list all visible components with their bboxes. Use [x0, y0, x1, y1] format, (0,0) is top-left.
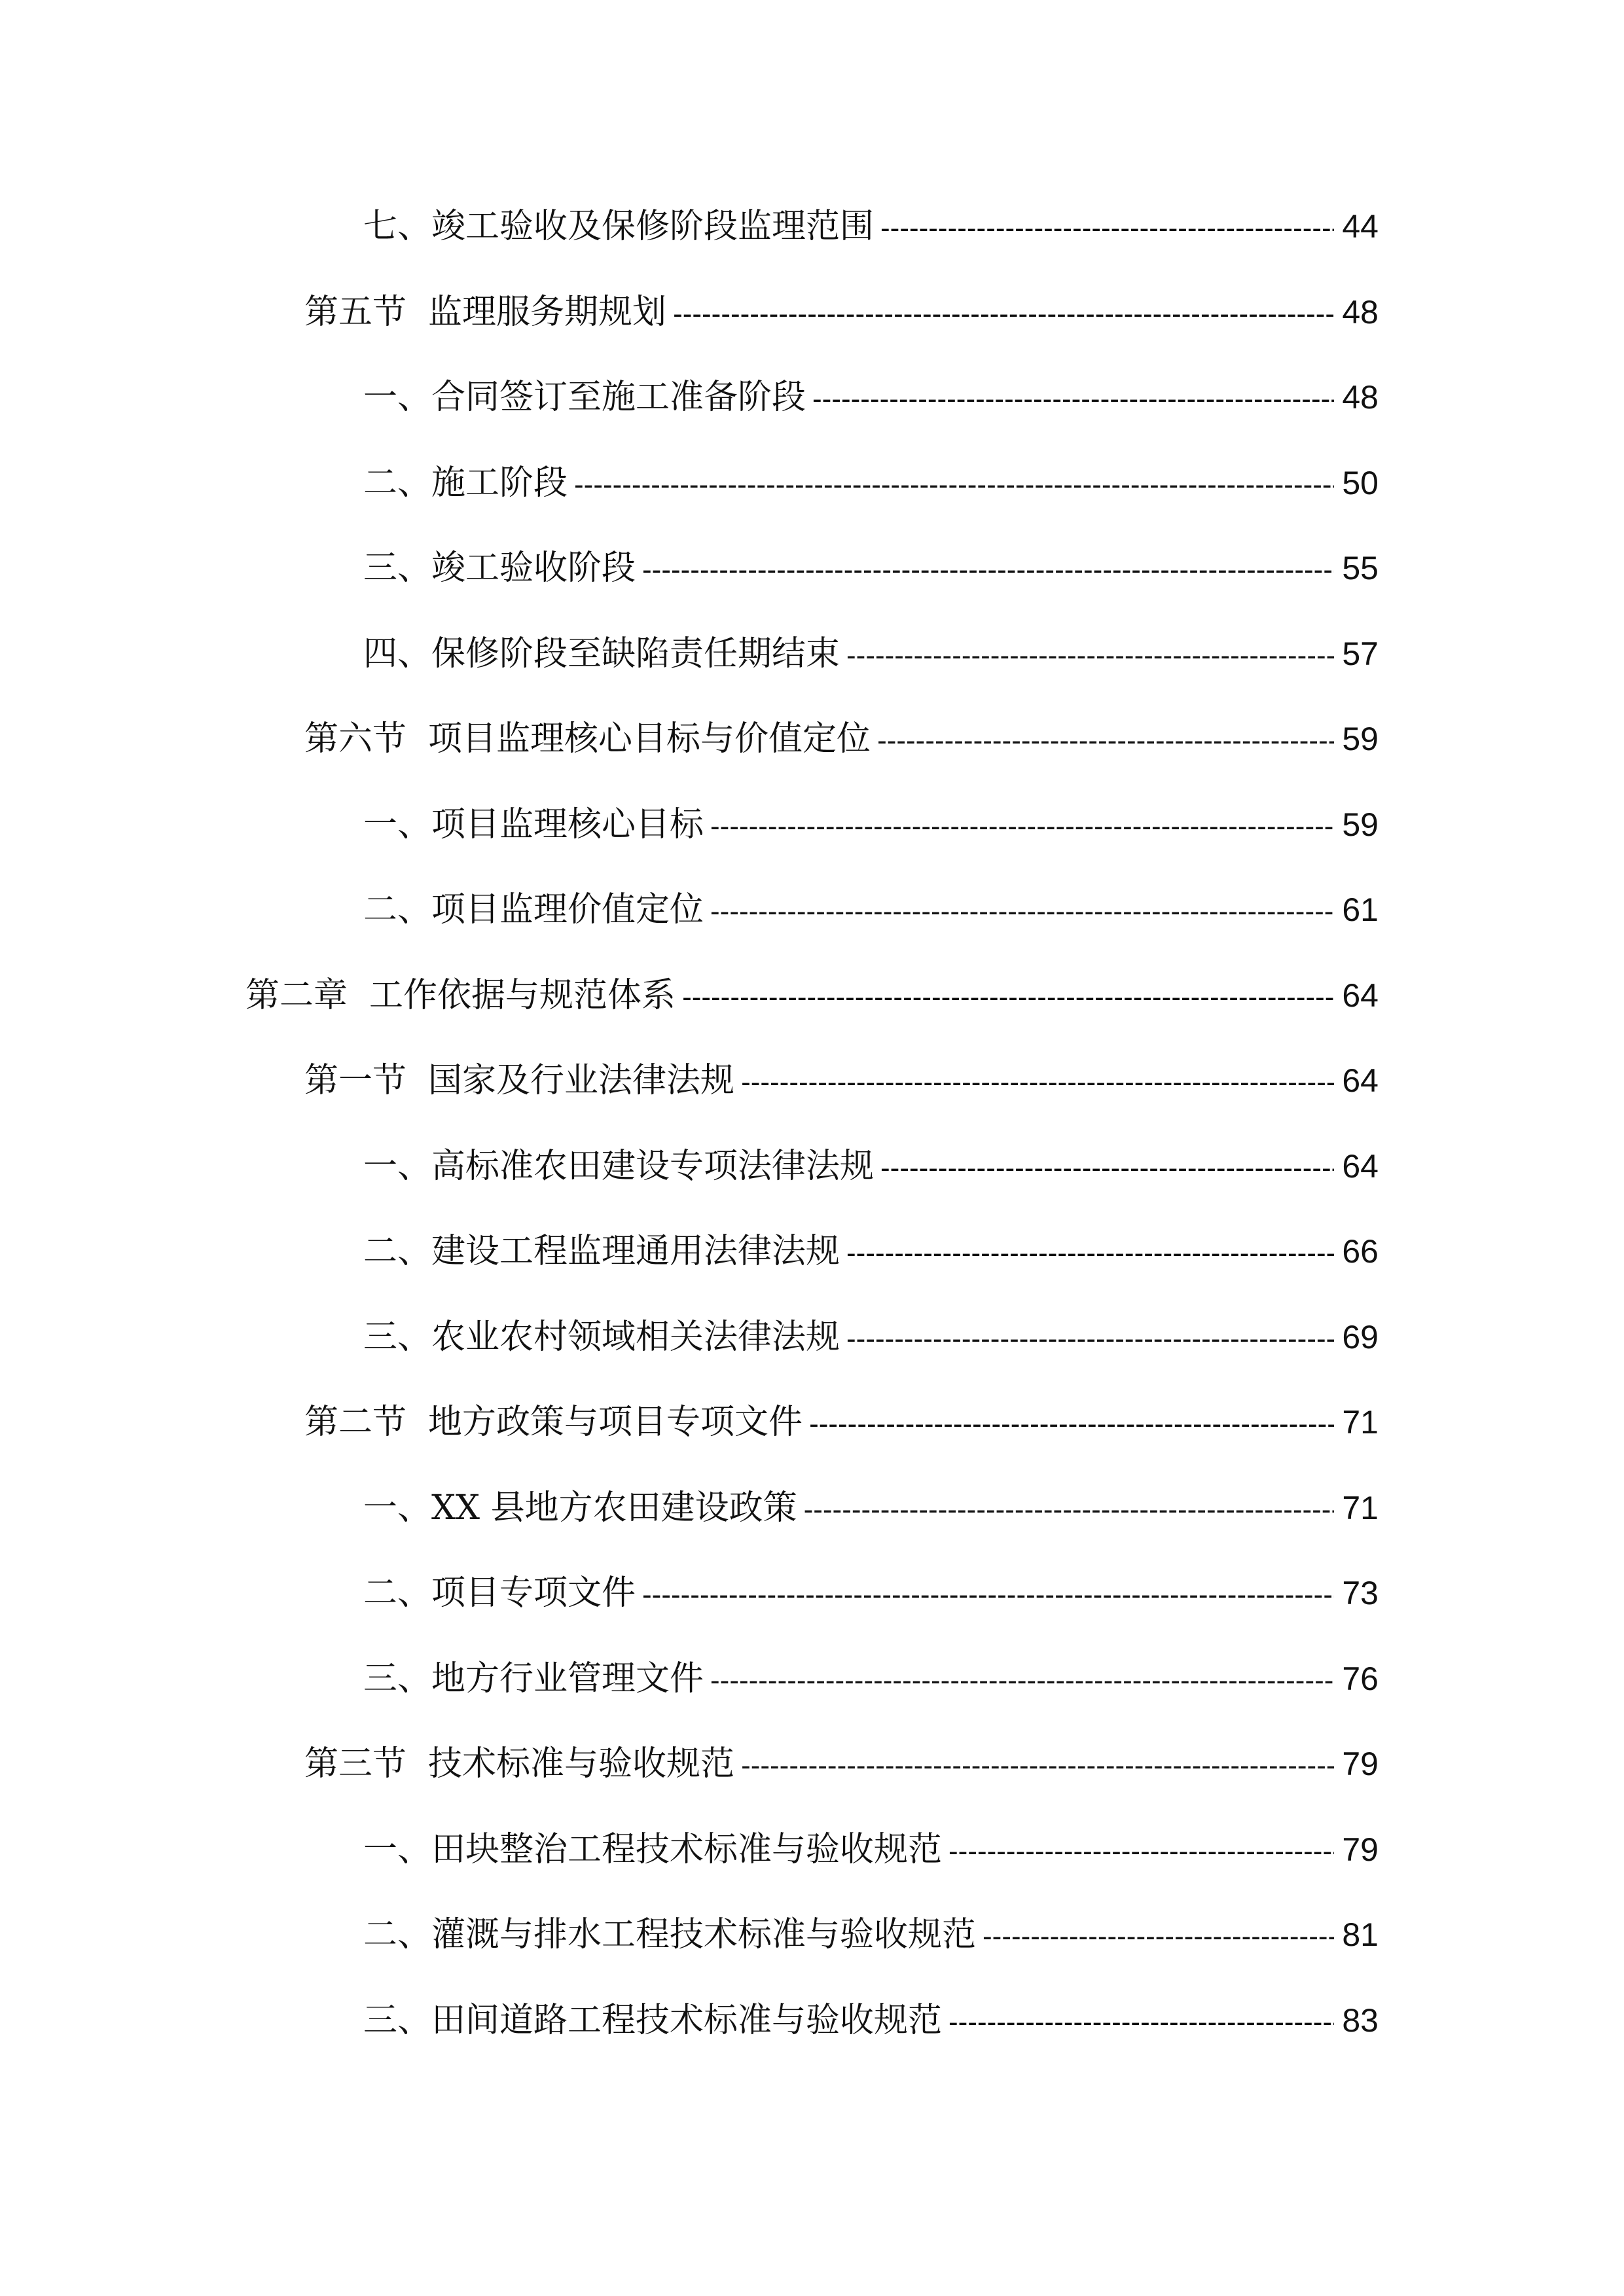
toc-entry[interactable] [0, 1488, 1624, 1577]
toc-entry-page-number: 59 [1342, 721, 1379, 757]
toc-dot-leader [948, 1837, 1334, 1866]
toc-dot-leader [642, 556, 1334, 584]
toc-entry-page-number: 61 [1342, 891, 1379, 928]
toc-entry-page-number: 59 [1342, 806, 1379, 843]
toc-entry[interactable] [0, 634, 1624, 723]
toc-entry-page-number: 44 [1342, 208, 1379, 245]
toc-entry-title: 第五节 监理服务期规划 [304, 292, 667, 332]
toc-entry-title: 四、保修阶段至缺陷责任期结束 [363, 634, 840, 673]
toc-entry[interactable] [0, 1317, 1624, 1406]
toc-entry-page-number: 79 [1342, 1746, 1379, 1782]
toc-dot-leader [983, 1922, 1334, 1951]
toc-entry-title: 一、XX 县地方农田建设政策 [363, 1488, 797, 1528]
toc-entry[interactable] [0, 209, 1624, 295]
toc-entry[interactable] [0, 1061, 1624, 1149]
toc-dot-leader [846, 1239, 1334, 1268]
toc-entry-title: 第六节 项目监理核心目标与价值定位 [304, 719, 871, 759]
toc-entry-title: 三、竣工验收阶段 [363, 548, 636, 588]
toc-dot-leader [741, 1068, 1334, 1097]
toc-entry-title: 七、竣工验收及保修阶段监理范围 [363, 207, 875, 246]
toc-entry-title: 二、施工阶段 [363, 463, 568, 503]
toc-entry-page-number: 64 [1342, 1062, 1379, 1099]
toc-entry[interactable] [0, 1573, 1624, 1662]
toc-entry[interactable] [0, 1146, 1624, 1235]
toc-entry-title: 二、项目监理价值定位 [363, 890, 704, 929]
toc-dot-leader [710, 1666, 1334, 1695]
toc-entry-page-number: 48 [1342, 379, 1379, 416]
toc-entry[interactable] [0, 292, 1624, 381]
toc-dot-leader [574, 471, 1334, 499]
toc-entry[interactable] [0, 1405, 1624, 1491]
toc-dot-leader [948, 2008, 1334, 2037]
toc-entry-page-number: 57 [1342, 635, 1379, 672]
toc-entry-title: 一、田块整治工程技术标准与验收规范 [363, 1829, 943, 1869]
toc-dot-leader [809, 1410, 1334, 1439]
toc-dot-leader [880, 1154, 1334, 1183]
toc-dot-leader [682, 983, 1334, 1012]
toc-entry[interactable] [0, 1829, 1624, 1918]
toc-entry-page-number: 50 [1342, 464, 1379, 501]
toc-entry[interactable] [0, 890, 1624, 978]
toc-entry-page-number: 64 [1342, 1147, 1379, 1185]
toc-entry-title: 第三节 技术标准与验收规范 [304, 1744, 735, 1784]
toc-dot-leader [804, 1496, 1334, 1524]
toc-entry[interactable] [0, 975, 1624, 1064]
toc-entry-page-number: 64 [1342, 977, 1379, 1014]
toc-entry-page-number: 69 [1342, 1318, 1379, 1355]
toc-dot-leader [642, 1581, 1334, 1609]
toc-entry-title: 三、农业农村领域相关法律法规 [363, 1317, 840, 1357]
toc-dot-leader [812, 385, 1334, 414]
toc-entry[interactable] [0, 1915, 1624, 2003]
toc-entry-page-number: 55 [1342, 550, 1379, 586]
toc-entry-title: 二、建设工程监理通用法律法规 [363, 1232, 840, 1271]
toc-entry-page-number: 81 [1342, 1916, 1379, 1953]
toc-entry[interactable] [0, 2000, 1624, 2089]
toc-entry-title: 三、田间道路工程技术标准与验收规范 [363, 2000, 943, 2040]
toc-entry-title: 二、项目专项文件 [363, 1573, 636, 1613]
toc-entry-title: 二、灌溉与排水工程技术标准与验收规范 [363, 1915, 977, 1954]
toc-entry[interactable] [0, 380, 1624, 466]
toc-entry-page-number: 83 [1342, 2001, 1379, 2039]
toc-entry-title: 第二章 工作依据与规范体系 [245, 975, 676, 1015]
toc-entry-title: 一、合同签订至施工准备阶段 [363, 378, 806, 417]
toc-entry-page-number: 66 [1342, 1233, 1379, 1270]
table-of-contents [0, 209, 1624, 2089]
toc-entry-page-number: 73 [1342, 1575, 1379, 1611]
toc-entry-title: 第二节 地方政策与项目专项文件 [304, 1403, 803, 1442]
toc-entry[interactable] [0, 1659, 1624, 1748]
toc-dot-leader [880, 214, 1334, 243]
toc-dot-leader [710, 897, 1334, 926]
toc-entry-title: 第一节 国家及行业法律法规 [304, 1061, 735, 1100]
toc-dot-leader [673, 300, 1334, 329]
toc-entry[interactable] [0, 548, 1624, 637]
toc-entry-page-number: 79 [1342, 1831, 1379, 1868]
toc-dot-leader [877, 726, 1334, 755]
toc-entry-page-number: 48 [1342, 293, 1379, 331]
toc-entry-title: 一、项目监理核心目标 [363, 804, 704, 844]
toc-entry-page-number: 76 [1342, 1660, 1379, 1697]
toc-entry[interactable] [0, 804, 1624, 893]
toc-entry-title: 一、高标准农田建设专项法律法规 [363, 1146, 875, 1186]
toc-entry-page-number: 71 [1342, 1404, 1379, 1441]
toc-entry[interactable] [0, 463, 1624, 552]
toc-dot-leader [710, 812, 1334, 841]
toc-entry[interactable] [0, 719, 1624, 808]
toc-dot-leader [741, 1751, 1334, 1780]
toc-entry[interactable] [0, 1234, 1624, 1320]
toc-dot-leader [846, 1325, 1334, 1354]
toc-entry[interactable] [0, 1744, 1624, 1833]
toc-dot-leader [846, 641, 1334, 670]
toc-entry-title: 三、地方行业管理文件 [363, 1659, 704, 1698]
toc-entry-page-number: 71 [1342, 1489, 1379, 1526]
